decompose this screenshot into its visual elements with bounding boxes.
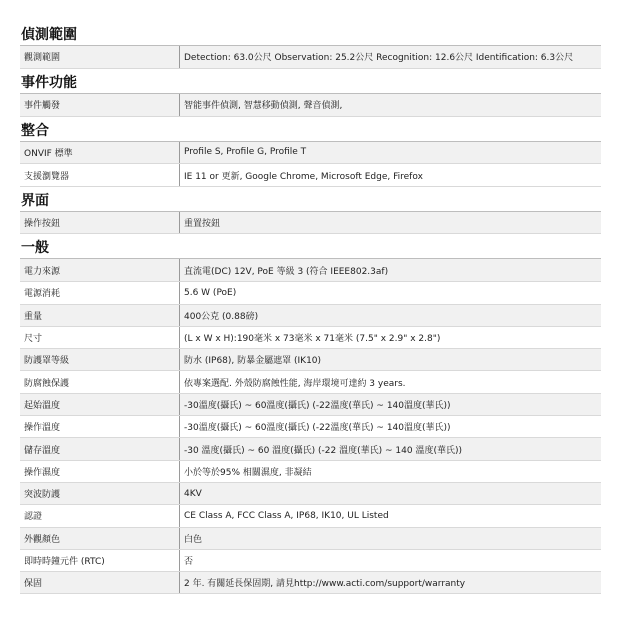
- spec-row: [20, 572, 601, 594]
- spec-row: [20, 549, 601, 571]
- spec-label: 防護罩等級: [20, 349, 180, 371]
- spec-value: 白色: [180, 527, 602, 549]
- spec-row: [20, 164, 601, 186]
- spec-value: Profile S, Profile G, Profile T: [180, 142, 602, 164]
- spec-row: [20, 349, 601, 371]
- spec-table-interface: [20, 212, 601, 235]
- spec-label: 操作濕度: [20, 460, 180, 482]
- spec-value: -30 溫度(攝氏) ~ 60 溫度(攝氏) (-22 溫度(華氏) ~ 140 溫度(華氏)): [180, 438, 602, 460]
- spec-label: 起始溫度: [20, 393, 180, 415]
- spec-value: 400公克 (0.88磅): [180, 304, 602, 326]
- spec-row: [20, 505, 601, 527]
- section-title-detection-range: 偵測範圍: [20, 26, 601, 46]
- spec-table-integration: [20, 142, 601, 187]
- spec-label: 支援瀏覽器: [20, 164, 180, 186]
- spec-row: [20, 259, 601, 281]
- spec-value: 依專案選配. 外殼防腐蝕性能, 海岸環境可達約 3 years.: [180, 371, 602, 393]
- spec-label: 操作溫度: [20, 416, 180, 438]
- spec-row: [20, 94, 601, 116]
- spec-label: 突波防護: [20, 482, 180, 504]
- spec-table-general: [20, 259, 601, 594]
- spec-row: [20, 46, 601, 68]
- spec-value: Detection: 63.0公尺 Observation: 25.2公尺 Recognition: 12.6公尺 Identification: 6.3公尺: [180, 46, 602, 68]
- spec-label: 重量: [20, 304, 180, 326]
- spec-label: 防腐蝕保護: [20, 371, 180, 393]
- spec-row: [20, 482, 601, 504]
- spec-label: 電源消耗: [20, 282, 180, 304]
- section-title-general: 一般: [20, 239, 601, 259]
- spec-value: (L x W x H):190毫米 x 73毫米 x 71毫米 (7.5" x 2.9" x 2.8"): [180, 326, 602, 348]
- spec-value: -30溫度(攝氏) ~ 60溫度(攝氏) (-22溫度(華氏) ~ 140溫度(華氏)): [180, 416, 602, 438]
- spec-value: 否: [180, 549, 602, 571]
- spec-label: 尺寸: [20, 326, 180, 348]
- spec-label: 儲存溫度: [20, 438, 180, 460]
- spec-sheet: [20, 26, 601, 594]
- spec-row: [20, 460, 601, 482]
- spec-label: 保固: [20, 572, 180, 594]
- spec-row: [20, 438, 601, 460]
- spec-row: [20, 212, 601, 234]
- spec-label: 電力來源: [20, 259, 180, 281]
- spec-label: 觀測範圍: [20, 46, 180, 68]
- section-title-integration: 整合: [20, 122, 601, 142]
- spec-label: 事件觸發: [20, 94, 180, 116]
- spec-value: CE Class A, FCC Class A, IP68, IK10, UL Listed: [180, 505, 602, 527]
- spec-label: 認證: [20, 505, 180, 527]
- spec-row: [20, 371, 601, 393]
- spec-table-detection-range: [20, 46, 601, 69]
- spec-value: 5.6 W (PoE): [180, 282, 602, 304]
- spec-value: 重置按鈕: [180, 212, 602, 234]
- spec-value: 小於等於95% 相關濕度, 非凝結: [180, 460, 602, 482]
- spec-row: [20, 142, 601, 164]
- spec-value: IE 11 or 更新, Google Chrome, Microsoft Edge, Firefox: [180, 164, 602, 186]
- spec-row: [20, 304, 601, 326]
- spec-value: 4KV: [180, 482, 602, 504]
- spec-value: 2 年. 有關延長保固期, 請見http://www.acti.com/support/warranty: [180, 572, 602, 594]
- spec-row: [20, 527, 601, 549]
- spec-value: -30溫度(攝氏) ~ 60溫度(攝氏) (-22溫度(華氏) ~ 140溫度(華氏)): [180, 393, 602, 415]
- spec-row: [20, 393, 601, 415]
- spec-label: ONVIF 標準: [20, 142, 180, 164]
- section-title-event-functions: 事件功能: [20, 74, 601, 94]
- spec-label: 即時時鐘元件 (RTC): [20, 549, 180, 571]
- spec-row: [20, 282, 601, 304]
- spec-value: 智能事件偵測, 智慧移動偵測, 聲音偵測,: [180, 94, 602, 116]
- spec-label: 外觀顏色: [20, 527, 180, 549]
- spec-row: [20, 416, 601, 438]
- spec-table-event-functions: [20, 94, 601, 117]
- spec-label: 操作按鈕: [20, 212, 180, 234]
- spec-value: 直流電(DC) 12V, PoE 等級 3 (符合 IEEE802.3af): [180, 259, 602, 281]
- spec-value: 防水 (IP68), 防暴金屬遮罩 (IK10): [180, 349, 602, 371]
- spec-row: [20, 326, 601, 348]
- section-title-interface: 界面: [20, 192, 601, 212]
